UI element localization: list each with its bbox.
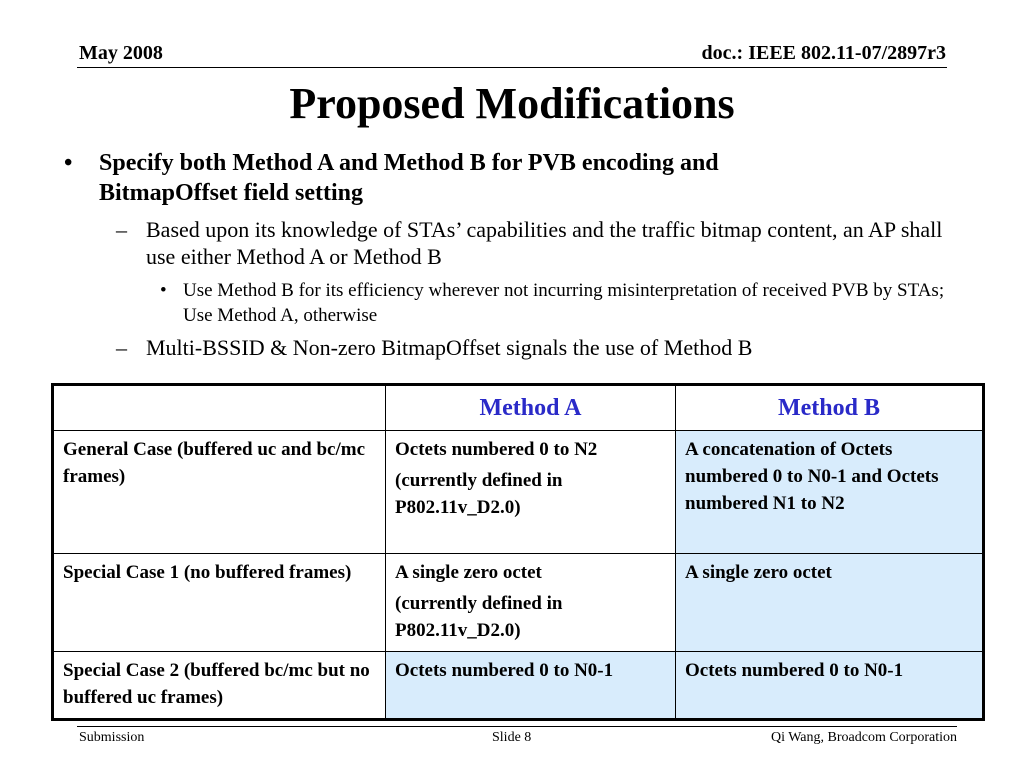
slide-title: Proposed Modifications (289, 79, 735, 128)
footer-author: Qi Wang, Broadcom Corporation (770, 730, 957, 745)
table-cell-method-b: Octets numbered 0 to N0-1 (676, 651, 984, 719)
table-header-cell-empty (53, 385, 386, 431)
bullet-level2-a-text: Based upon its knowledge of STAs’ capabilities and the traffic bitmap content, an AP shall use either Method A or Method B (146, 217, 943, 269)
method-comparison-table (51, 383, 985, 721)
footer-slide-number: Slide 8 (492, 730, 532, 745)
table-header-method-b: Method B (676, 385, 984, 431)
table-row (53, 431, 984, 554)
method-a-note: (currently defined in P802.11v_D2.0) (395, 470, 563, 519)
header-doc-id: doc.: IEEE 802.11-07/2897r3 (701, 42, 946, 64)
table-cell-case: Special Case 1 (no buffered frames) (53, 554, 386, 651)
table-header-row (53, 385, 984, 431)
table-row (53, 554, 984, 651)
method-a-value: A single zero octet (395, 562, 542, 584)
table-cell-case: General Case (buffered uc and bc/mc frames) (53, 431, 386, 554)
table-cell-method-b: A single zero octet (676, 554, 984, 651)
bullet-level1-text: Specify both Method A and Method B for PVB encoding and BitmapOffset field setting (99, 150, 719, 206)
table-cell-method-a (386, 431, 676, 554)
bullet-dash-icon: – (116, 335, 127, 360)
bullet-dash-icon: – (116, 217, 127, 242)
table-cell-method-a (386, 554, 676, 651)
method-a-note: (currently defined in P802.11v_D2.0) (395, 593, 563, 642)
table-row (53, 651, 984, 719)
bullet-level3-text: Use Method B for its efficiency wherever not incurring misinterpretation of received PVB by STAs; Use Method A, otherwise (183, 280, 945, 326)
bullet-dot-icon: • (64, 150, 73, 176)
header-date: May 2008 (79, 42, 163, 64)
footer-submission: Submission (79, 730, 145, 745)
table-cell-method-a: Octets numbered 0 to N0-1 (386, 651, 676, 719)
table-header-method-a: Method A (386, 385, 676, 431)
bullet-level2-b-text: Multi-BSSID & Non-zero BitmapOffset signals the use of Method B (146, 335, 753, 360)
method-a-value: Octets numbered 0 to N2 (395, 439, 598, 461)
header-divider (77, 67, 947, 68)
table-cell-method-b: A concatenation of Octets numbered 0 to N0-1 and Octets numbered N1 to N2 (676, 431, 984, 554)
footer-divider (77, 726, 957, 727)
table-cell-case: Special Case 2 (buffered bc/mc but no buffered uc frames) (53, 651, 386, 719)
bullet-dot-icon: • (160, 280, 167, 301)
